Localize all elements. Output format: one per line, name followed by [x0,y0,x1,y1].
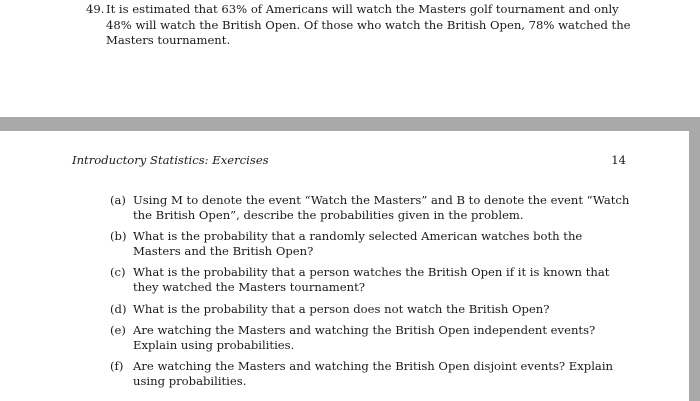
part-label: (e) [110,323,126,338]
part-label: (f) [110,359,124,374]
part-label: (d) [110,301,127,316]
problem-number: 49. [86,2,105,16]
page-top [0,0,700,117]
page-gap-right [689,117,700,401]
problem-statement [86,2,646,49]
part-e [110,323,630,352]
part-text: Are watching the Masters and watching the British Open independent events? Explain using probabilities. [133,323,596,352]
running-header-title: Introductory Statistics: Exercises [72,153,269,167]
page-number: 14 [611,153,626,167]
part-label: (c) [110,265,126,280]
part-text: What is the probability that a person watches the British Open if it is known that they watched the Masters tournament? [133,265,610,294]
part-a [110,193,630,222]
exercise-parts [110,193,630,396]
problem-text: It is estimated that 63% of Americans will watch the Masters golf tournament and only 48% will watch the British Open. Of those who watch the British Open, 78% watched the Masters tournament. [106,2,631,47]
page-gap [0,117,700,131]
part-label: (b) [110,229,127,244]
part-text: Are watching the Masters and watching the British Open disjoint events? Explain using probabilities. [133,359,614,388]
part-c [110,265,630,294]
part-label: (a) [110,193,126,207]
part-text: What is the probability that a randomly selected American watches both the Masters and the British Open? [133,229,583,258]
part-d [110,302,630,317]
page-bottom [0,131,689,401]
part-f [110,359,630,388]
part-text: Using M to denote the event “Watch the Masters” and B to denote the event “Watch the British Open”, describe the probabilities given in the problem. [133,193,630,222]
part-text: What is the probability that a person does not watch the British Open? [133,301,550,316]
part-b [110,229,630,258]
